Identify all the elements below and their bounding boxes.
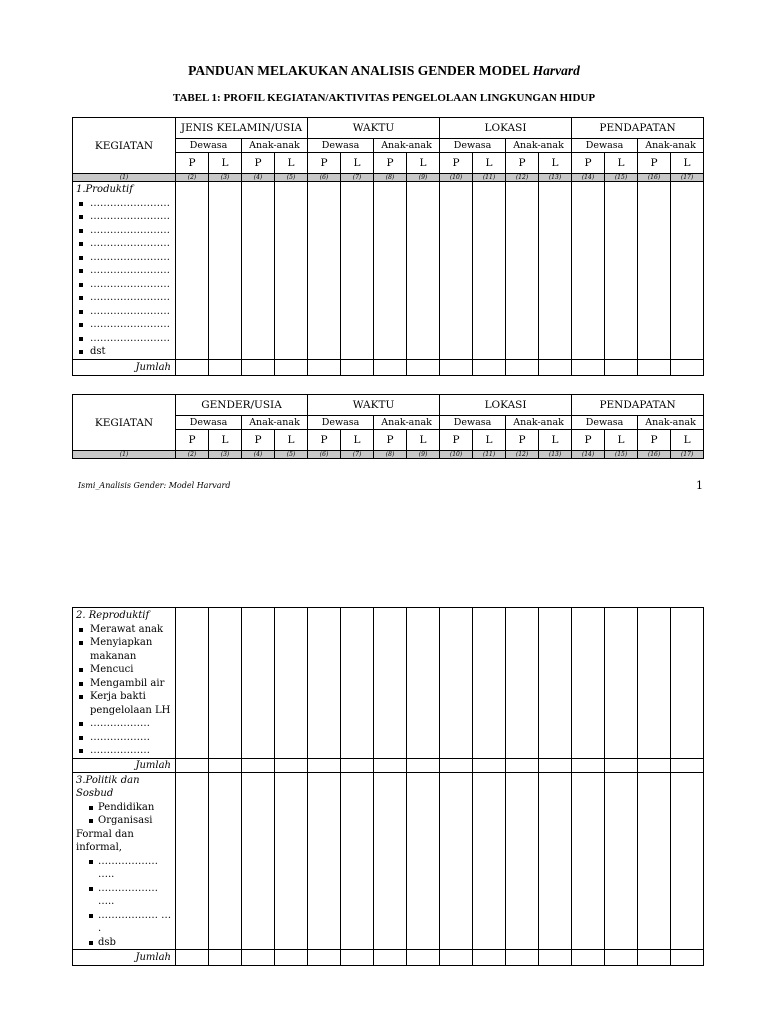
column-number: (17)	[671, 451, 704, 459]
data-cell	[539, 950, 572, 966]
group-header: WAKTU	[308, 395, 440, 416]
column-number: (4)	[242, 451, 275, 459]
group-header: LOKASI	[440, 395, 572, 416]
data-cell	[638, 608, 671, 759]
data-cell	[440, 608, 473, 759]
column-number: (13)	[539, 451, 572, 459]
l-header: L	[407, 430, 440, 451]
data-cell	[176, 758, 209, 772]
page-title: PANDUAN MELAKUKAN ANALISIS GENDER MODEL Harvard	[188, 63, 580, 78]
data-cell	[473, 950, 506, 966]
data-cell	[473, 758, 506, 772]
list-item: Merawat anak	[76, 623, 173, 637]
l-header: L	[209, 153, 242, 174]
data-cell	[176, 950, 209, 966]
data-cell	[374, 950, 407, 966]
list-item: ……………………	[76, 332, 173, 346]
l-header: L	[539, 153, 572, 174]
l-header: L	[473, 430, 506, 451]
column-number: (11)	[473, 451, 506, 459]
group-header: WAKTU	[308, 118, 440, 139]
data-cell	[506, 950, 539, 966]
data-cell	[638, 359, 671, 375]
list-item: dsb	[76, 936, 173, 950]
data-cell	[539, 772, 572, 950]
data-cell	[407, 758, 440, 772]
activity-profile-table-1	[72, 117, 704, 376]
data-cell	[671, 608, 704, 759]
data-cell	[440, 950, 473, 966]
l-header: L	[209, 430, 242, 451]
p-header: P	[176, 153, 209, 174]
data-cell	[407, 772, 440, 950]
column-number: (17)	[671, 174, 704, 182]
subgroup-header: Anak-anak	[242, 139, 308, 153]
reproduktif-list	[76, 623, 173, 758]
l-header: L	[605, 430, 638, 451]
subgroup-header: Anak-anak	[638, 139, 704, 153]
column-number: (7)	[341, 451, 374, 459]
formal-label: Formal dan informal,	[76, 828, 134, 853]
p-header: P	[308, 430, 341, 451]
list-item: ……………………	[76, 210, 173, 224]
data-cell	[506, 182, 539, 360]
p-header: P	[440, 430, 473, 451]
kegiatan-header: KEGIATAN	[73, 395, 176, 451]
data-cell	[308, 772, 341, 950]
list-item: ……………………	[76, 224, 173, 238]
data-cell	[209, 359, 242, 375]
data-cell	[638, 758, 671, 772]
subgroup-header: Dewasa	[440, 139, 506, 153]
data-cell	[407, 182, 440, 360]
politik-dots-list	[76, 855, 173, 936]
data-cell	[473, 359, 506, 375]
produktif-cell	[73, 182, 176, 360]
list-item: ……………………	[76, 264, 173, 278]
data-cell	[341, 182, 374, 360]
data-cell	[539, 758, 572, 772]
data-cell	[671, 772, 704, 950]
p-header: P	[308, 153, 341, 174]
subgroup-header: Anak-anak	[506, 416, 572, 430]
data-cell	[407, 608, 440, 759]
column-number: (15)	[605, 451, 638, 459]
list-item: Organisasi	[76, 814, 173, 828]
list-item: dst	[76, 345, 173, 359]
data-cell	[341, 772, 374, 950]
politik-list	[76, 801, 173, 828]
data-cell	[308, 182, 341, 360]
data-cell	[572, 758, 605, 772]
p-header: P	[572, 153, 605, 174]
list-item: ……………………	[76, 291, 173, 305]
list-item: ……………………	[76, 237, 173, 251]
list-item: ……………… … .	[76, 909, 173, 936]
group-header: LOKASI	[440, 118, 572, 139]
p-header: P	[638, 153, 671, 174]
data-cell	[605, 772, 638, 950]
data-cell	[440, 182, 473, 360]
data-cell	[374, 758, 407, 772]
list-item: ……………………	[76, 318, 173, 332]
jumlah-label: Jumlah	[73, 359, 176, 375]
data-cell	[341, 359, 374, 375]
data-cell	[308, 608, 341, 759]
data-cell	[209, 608, 242, 759]
column-number: (8)	[374, 451, 407, 459]
data-cell	[539, 608, 572, 759]
data-cell	[374, 772, 407, 950]
l-header: L	[407, 153, 440, 174]
list-item: Mencuci	[76, 663, 173, 677]
section-title: 2. Reproduktif	[76, 610, 150, 621]
list-item: ……………………	[76, 305, 173, 319]
data-cell	[308, 758, 341, 772]
data-cell	[374, 182, 407, 360]
data-cell	[605, 182, 638, 360]
subgroup-header: Anak-anak	[506, 139, 572, 153]
l-header: L	[341, 430, 374, 451]
subgroup-header: Anak-anak	[374, 416, 440, 430]
data-cell	[374, 608, 407, 759]
column-number: (10)	[440, 174, 473, 182]
l-header: L	[275, 430, 308, 451]
p-header: P	[572, 430, 605, 451]
subgroup-header: Dewasa	[308, 416, 374, 430]
column-number: (6)	[308, 174, 341, 182]
reproduktif-cell	[73, 608, 176, 759]
column-number: (10)	[440, 451, 473, 459]
column-number: (1)	[73, 174, 176, 182]
kegiatan-header: KEGIATAN	[73, 118, 176, 174]
list-item: ………………	[76, 717, 173, 731]
subgroup-header: Dewasa	[176, 416, 242, 430]
list-item: Mengambil air	[76, 677, 173, 691]
data-cell	[539, 359, 572, 375]
data-cell	[341, 608, 374, 759]
section-title: 1.Produktif	[76, 184, 133, 195]
column-number: (13)	[539, 174, 572, 182]
data-cell	[671, 359, 704, 375]
list-item: Kerja bakti pengelolaan LH	[76, 690, 173, 717]
subgroup-header: Dewasa	[572, 139, 638, 153]
data-cell	[407, 950, 440, 966]
dsb-list	[76, 936, 173, 950]
data-cell	[209, 758, 242, 772]
data-cell	[539, 182, 572, 360]
politik-cell	[73, 772, 176, 950]
data-cell	[209, 772, 242, 950]
data-cell	[176, 772, 209, 950]
data-cell	[506, 359, 539, 375]
l-header: L	[275, 153, 308, 174]
data-cell	[572, 950, 605, 966]
list-item: ……………… …..	[76, 855, 173, 882]
column-number: (14)	[572, 451, 605, 459]
list-item: ……………………	[76, 197, 173, 211]
data-cell	[638, 772, 671, 950]
list-item: ………………	[76, 731, 173, 745]
subgroup-header: Anak-anak	[242, 416, 308, 430]
data-cell	[605, 359, 638, 375]
activity-profile-table-continued	[72, 607, 704, 966]
data-cell	[275, 758, 308, 772]
data-cell	[374, 359, 407, 375]
subgroup-header: Dewasa	[308, 139, 374, 153]
group-header: JENIS KELAMIN/USIA	[176, 118, 308, 139]
data-cell	[407, 359, 440, 375]
data-cell	[242, 182, 275, 360]
l-header: L	[539, 430, 572, 451]
data-cell	[638, 950, 671, 966]
l-header: L	[671, 153, 704, 174]
data-cell	[671, 950, 704, 966]
produktif-list	[76, 197, 173, 359]
list-item: Menyiapkan makanan	[76, 636, 173, 663]
p-header: P	[440, 153, 473, 174]
data-cell	[275, 359, 308, 375]
data-cell	[242, 772, 275, 950]
column-number: (2)	[176, 174, 209, 182]
column-number: (5)	[275, 451, 308, 459]
p-header: P	[374, 430, 407, 451]
data-cell	[275, 772, 308, 950]
data-cell	[341, 950, 374, 966]
data-cell	[506, 758, 539, 772]
list-item: ………………	[76, 744, 173, 758]
list-item: ……………………	[76, 278, 173, 292]
data-cell	[572, 359, 605, 375]
data-cell	[572, 608, 605, 759]
column-number: (3)	[209, 174, 242, 182]
group-header: PENDAPATAN	[572, 395, 704, 416]
data-cell	[176, 182, 209, 360]
p-header: P	[506, 430, 539, 451]
column-number: (9)	[407, 451, 440, 459]
data-cell	[275, 182, 308, 360]
data-cell	[473, 772, 506, 950]
data-cell	[242, 950, 275, 966]
column-number: (12)	[506, 451, 539, 459]
p-header: P	[242, 430, 275, 451]
column-number: (15)	[605, 174, 638, 182]
data-cell	[440, 772, 473, 950]
column-number: (2)	[176, 451, 209, 459]
l-header: L	[341, 153, 374, 174]
group-header: PENDAPATAN	[572, 118, 704, 139]
section-title: 3.Politik dan Sosbud	[76, 774, 140, 799]
column-number: (4)	[242, 174, 275, 182]
jumlah-label: Jumlah	[73, 758, 176, 772]
data-cell	[572, 182, 605, 360]
data-cell	[176, 359, 209, 375]
l-header: L	[473, 153, 506, 174]
data-cell	[473, 182, 506, 360]
column-number: (12)	[506, 174, 539, 182]
column-number: (11)	[473, 174, 506, 182]
data-cell	[671, 182, 704, 360]
data-cell	[209, 182, 242, 360]
column-number: (1)	[73, 451, 176, 459]
list-item: ……………… …..	[76, 882, 173, 909]
data-cell	[572, 772, 605, 950]
data-cell	[242, 608, 275, 759]
subgroup-header: Dewasa	[572, 416, 638, 430]
l-header: L	[671, 430, 704, 451]
footer-text: Ismi_Analisis Gender: Model Harvard	[78, 481, 231, 490]
data-cell	[275, 608, 308, 759]
data-cell	[638, 182, 671, 360]
jumlah-label: Jumlah	[73, 950, 176, 966]
group-header: GENDER/USIA	[176, 395, 308, 416]
data-cell	[308, 359, 341, 375]
column-number: (3)	[209, 451, 242, 459]
column-number: (8)	[374, 174, 407, 182]
table-title: TABEL 1: PROFIL KEGIATAN/AKTIVITAS PENGELOLAAN LINGKUNGAN HIDUP	[172, 92, 596, 104]
subgroup-header: Dewasa	[440, 416, 506, 430]
subgroup-header: Anak-anak	[374, 139, 440, 153]
data-cell	[506, 772, 539, 950]
list-item: ……………………	[76, 251, 173, 265]
column-number: (7)	[341, 174, 374, 182]
column-number: (16)	[638, 174, 671, 182]
subgroup-header: Dewasa	[176, 139, 242, 153]
data-cell	[440, 758, 473, 772]
activity-profile-table-2	[72, 394, 704, 459]
page-number: 1	[696, 479, 703, 492]
data-cell	[473, 608, 506, 759]
data-cell	[506, 608, 539, 759]
list-item: Pendidikan	[76, 801, 173, 815]
data-cell	[605, 758, 638, 772]
data-cell	[275, 950, 308, 966]
data-cell	[242, 758, 275, 772]
data-cell	[440, 359, 473, 375]
data-cell	[671, 758, 704, 772]
column-number: (6)	[308, 451, 341, 459]
data-cell	[341, 758, 374, 772]
subgroup-header: Anak-anak	[638, 416, 704, 430]
p-header: P	[506, 153, 539, 174]
p-header: P	[176, 430, 209, 451]
p-header: P	[638, 430, 671, 451]
p-header: P	[242, 153, 275, 174]
data-cell	[242, 359, 275, 375]
column-number: (14)	[572, 174, 605, 182]
column-number: (5)	[275, 174, 308, 182]
p-header: P	[374, 153, 407, 174]
data-cell	[308, 950, 341, 966]
data-cell	[209, 950, 242, 966]
l-header: L	[605, 153, 638, 174]
data-cell	[176, 608, 209, 759]
column-number: (9)	[407, 174, 440, 182]
data-cell	[605, 950, 638, 966]
column-number: (16)	[638, 451, 671, 459]
data-cell	[605, 608, 638, 759]
